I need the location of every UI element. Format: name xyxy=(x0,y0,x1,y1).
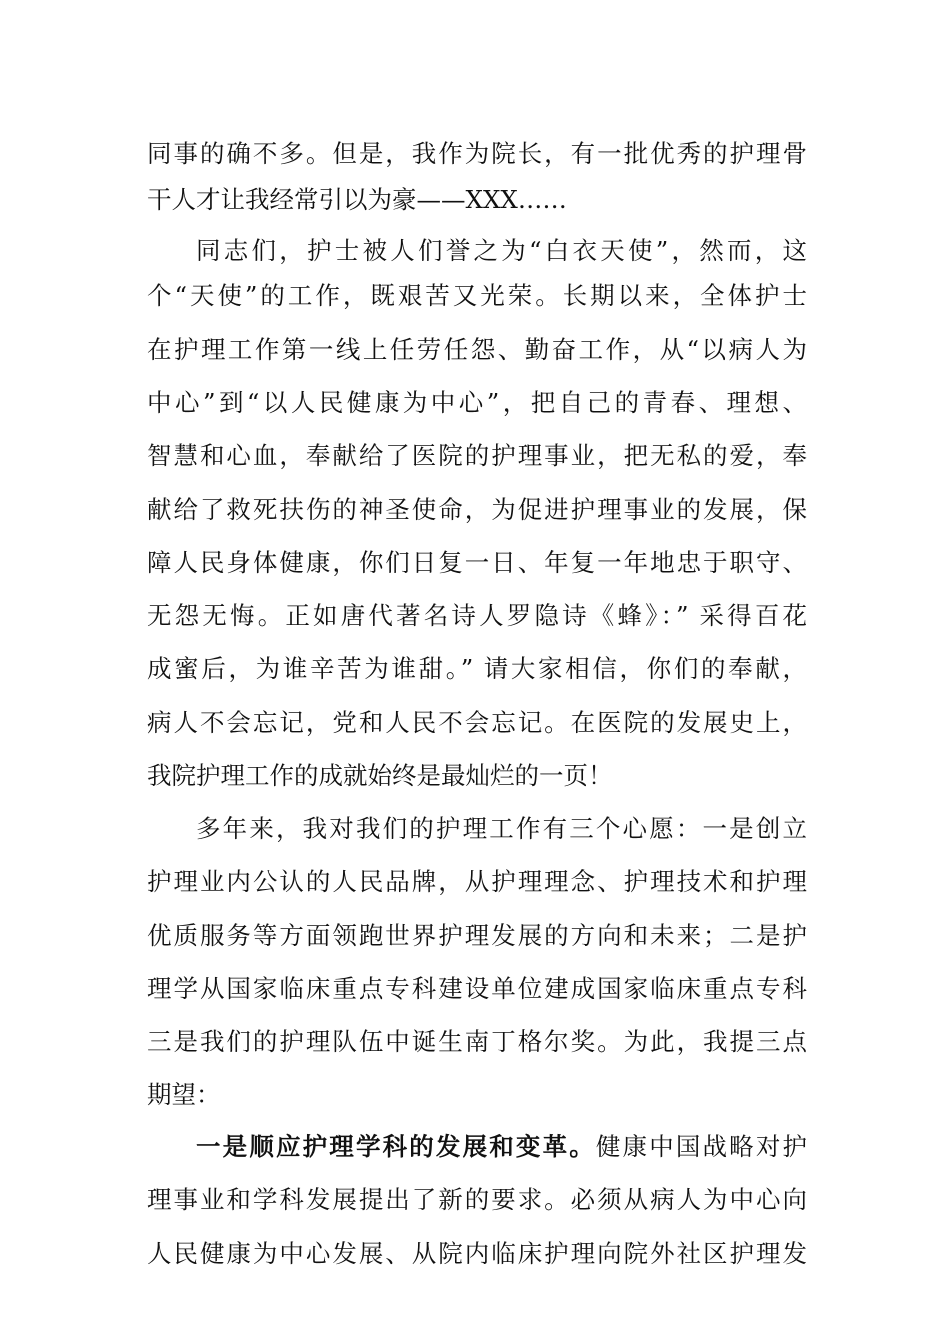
text-line: 在护理工作第一线上任劳任怨、勤奋工作，从“以病人为 xyxy=(147,335,807,364)
text-line: 护理业内公认的人民品牌，从护理理念、护理技术和护理 xyxy=(147,867,807,896)
text-line: 人民健康为中心发展、从院内临床护理向院外社区护理发 xyxy=(147,1239,807,1268)
text-line: 病人不会忘记，党和人民不会忘记。在医院的发展史上， xyxy=(147,708,807,737)
text-line: 中心”到“以人民健康为中心”，把自己的青春、理想、 xyxy=(147,388,807,417)
text-line: 我院护理工作的成就始终是最灿烂的一页！ xyxy=(147,761,613,790)
text-line: 优质服务等方面领跑世界护理发展的方向和未来；二是护 xyxy=(147,921,807,950)
bold-heading-text: 一是顺应护理学科的发展和变革。 xyxy=(196,1132,596,1161)
text-line: 同事的确不多。但是，我作为院长，有一批优秀的护理骨 xyxy=(147,139,807,168)
text-line: 期望： xyxy=(147,1080,221,1109)
text-line: 干人才让我经常引以为豪——XXX…… xyxy=(147,185,567,214)
text-line: 智慧和心血，奉献给了医院的护理事业，把无私的爱，奉 xyxy=(147,441,807,470)
text-line xyxy=(196,1127,807,1167)
text-line: 同志们，护士被人们誉之为“白衣天使”，然而，这 xyxy=(196,236,807,265)
text-line: 无怨无悔。正如唐代著名诗人罗隐诗《蜂》：” 采得百花 xyxy=(147,601,807,630)
text-line: 成蜜后，为谁辛苦为谁甜。” 请大家相信，你们的奉献， xyxy=(147,654,807,683)
text-line: 理学从国家临床重点专科建设单位建成国家临床重点专科 xyxy=(147,974,807,1003)
text-line: 障人民身体健康，你们日复一日、年复一年地忠于职守、 xyxy=(147,548,807,577)
text-span: 健康中国战略对护 xyxy=(595,1132,808,1161)
text-line: 个“天使”的工作，既艰苦又光荣。长期以来，全体护士 xyxy=(147,281,807,310)
text-line: 献给了救死扶伤的神圣使命，为促进护理事业的发展，保 xyxy=(147,495,807,524)
text-line: 多年来，我对我们的护理工作有三个心愿：一是创立 xyxy=(196,814,807,843)
text-line: 理事业和学科发展提出了新的要求。必须从病人为中心向 xyxy=(147,1185,807,1214)
text-line: 三是我们的护理队伍中诞生南丁格尔奖。为此，我提三点 xyxy=(147,1027,807,1056)
